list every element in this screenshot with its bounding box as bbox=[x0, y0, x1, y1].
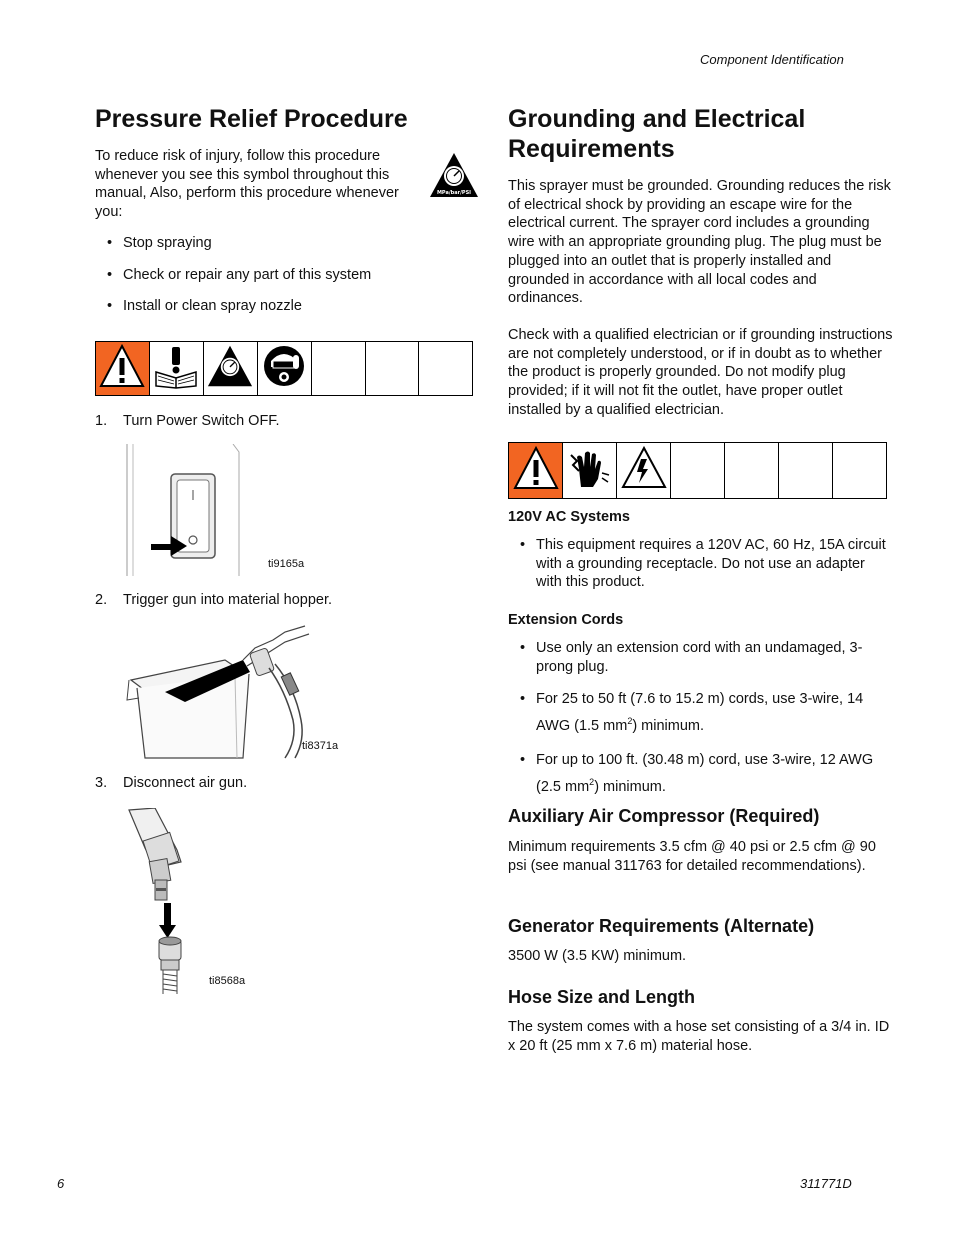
hopper-gun-figure bbox=[125, 620, 310, 760]
running-header: Component Identification bbox=[700, 52, 844, 67]
list-item: • For 25 to 50 ft (7.6 to 15.2 m) cords, use 3-wire, 14 AWG (1.5 $mm^2$) minimum. bbox=[508, 688, 894, 737]
hose-heading: Hose Size and Length bbox=[508, 987, 696, 1007]
empty-cell bbox=[725, 443, 779, 499]
protective-gear-icon bbox=[257, 342, 311, 396]
empty-cell bbox=[671, 443, 725, 499]
pressure-relief-intro: To reduce risk of injury, follow this procedure whenever you see this symbol throughout this manual, Also, perform this procedure whenever you: bbox=[95, 148, 399, 221]
right-symbol-table bbox=[508, 442, 887, 499]
figure-label: ti8568a bbox=[209, 975, 246, 987]
extension-cords-heading: Extension Cords bbox=[508, 612, 624, 628]
list-item: • Check or repair any part of this system bbox=[95, 266, 435, 285]
pressure-relief-symbol-icon bbox=[429, 152, 479, 203]
left-symbol-table bbox=[95, 341, 473, 396]
read-manual-icon bbox=[149, 342, 203, 396]
step-3 bbox=[95, 774, 247, 792]
aux-compressor-heading: Auxiliary Air Compressor (Required) bbox=[508, 806, 820, 826]
list-item: • Use only an extension cord with an undamaged, 3-prong plug. bbox=[508, 639, 894, 676]
list-item: • For up to 100 ft. (30.48 m) cord, use 3-wire, 12 AWG (2.5 $mm^2$) minimum. bbox=[508, 749, 894, 798]
hose-text: The system comes with a hose set consisting of a 3/4 in. ID x 20 ft (25 mm x 7.6 m) material hose. bbox=[508, 1019, 890, 1054]
empty-cell bbox=[833, 443, 887, 499]
step-text: Disconnect air gun. bbox=[123, 775, 248, 791]
step-text: Turn Power Switch OFF. bbox=[123, 413, 280, 429]
document-number: 311771D bbox=[800, 1176, 852, 1191]
warning-icon bbox=[96, 342, 150, 396]
aux-compressor-text: Minimum requirements 3.5 cfm @ 40 psi or 2.5 cfm @ 90 psi (see manual 311763 for detailed recommendations). bbox=[508, 839, 876, 874]
list-item: • This equipment requires a 120V AC, 60 Hz, 15A circuit with a grounding receptacle. Do not use an adapter with this product. bbox=[508, 536, 894, 592]
step-number: 3. bbox=[95, 775, 108, 791]
figure-label: ti9165a bbox=[268, 558, 305, 570]
step-number: 1. bbox=[95, 413, 108, 429]
pressure-relief-bullets bbox=[95, 234, 435, 316]
step-text: Trigger gun into material hopper. bbox=[123, 592, 333, 608]
pressure-relief-title: Pressure Relief Procedure bbox=[95, 105, 408, 133]
grounding-title-line1: Grounding and Electrical bbox=[508, 105, 806, 133]
electric-hazard-icon bbox=[617, 443, 671, 499]
grounding-title-line2: Requirements bbox=[508, 135, 675, 163]
pressure-gauge-icon bbox=[203, 342, 257, 396]
empty-cell bbox=[779, 443, 833, 499]
generator-text: 3500 W (3.5 KW) minimum. bbox=[508, 948, 687, 964]
grounding-para-1: This sprayer must be grounded. Grounding reduces the risk of electrical shock by providing an escape wire for the electrical current. The sprayer cord includes a grounding wire with an appropriate grounding plug. The plug must be plugged into an outlet that is properly installed and grounded in accordance with all local codes and ordinances. bbox=[508, 178, 891, 307]
generator-heading: Generator Requirements (Alternate) bbox=[508, 916, 815, 936]
step-2 bbox=[95, 591, 332, 609]
step-number: 2. bbox=[95, 592, 108, 608]
warning-icon bbox=[509, 443, 563, 499]
step-1 bbox=[95, 412, 280, 430]
empty-cell bbox=[311, 342, 365, 396]
grounding-title bbox=[508, 104, 805, 164]
list-item: • Install or clean spray nozzle bbox=[95, 297, 435, 316]
power-switch-figure bbox=[125, 444, 245, 576]
page-number: 6 bbox=[57, 1176, 65, 1191]
extension-cords-bullets bbox=[508, 639, 894, 798]
ac-systems-heading: 120V AC Systems bbox=[508, 509, 630, 525]
ac-systems-bullets bbox=[508, 536, 894, 592]
air-gun-disconnect-figure bbox=[125, 808, 205, 994]
electric-shock-hand-icon bbox=[563, 443, 617, 499]
figure-label: ti8371a bbox=[302, 740, 339, 752]
empty-cell bbox=[419, 342, 473, 396]
grounding-para-2: Check with a qualified electrician or if grounding instructions are not completely understood, or if in doubt as to whether the product is properly grounded. Do not modify plug provided; if it will not fit the outlet, have proper outlet installed by a qualified electrician. bbox=[508, 327, 893, 418]
symbol-label: MPa/bar/PSI bbox=[436, 190, 472, 196]
list-item: • Stop spraying bbox=[95, 234, 435, 253]
empty-cell bbox=[365, 342, 419, 396]
